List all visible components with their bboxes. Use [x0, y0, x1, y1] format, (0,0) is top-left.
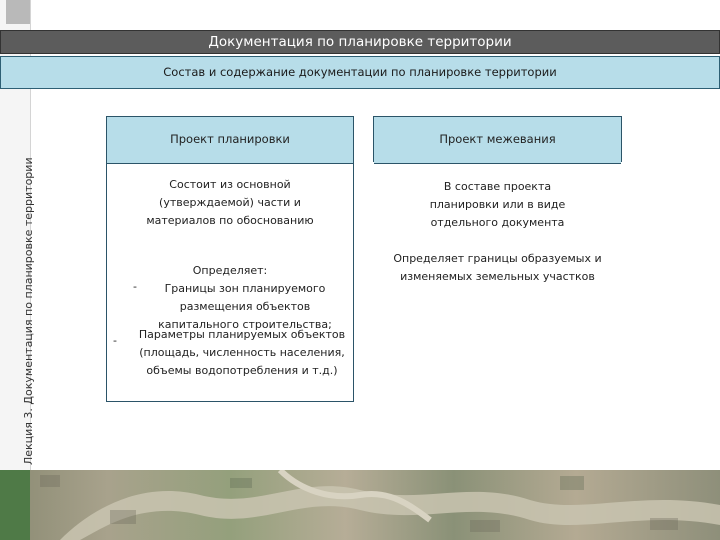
city-block — [230, 478, 252, 488]
surveying-project-box — [373, 116, 622, 162]
planning-project-defines-intro: Определяет: — [192, 264, 268, 277]
city-block — [40, 475, 60, 487]
rail-decoration — [6, 0, 30, 24]
planning-bullet-parameters — [118, 326, 366, 380]
text-line: изменяемых земельных участков — [400, 270, 595, 283]
text-line: объемы водопотребления и т.д.) — [146, 364, 338, 377]
city-block — [110, 510, 136, 524]
page-title: Документация по планировке территории — [0, 30, 720, 54]
planning-project-composition — [106, 176, 354, 230]
bullet-dash: - — [133, 280, 137, 293]
text-line: (площадь, численность населения, — [139, 346, 345, 359]
text-line: отдельного документа — [430, 216, 565, 229]
text-line: Границы зон планируемого — [164, 282, 326, 295]
city-block — [560, 476, 584, 490]
photo-green-block — [0, 470, 30, 540]
text-line: Определяет границы образуемых и — [393, 252, 602, 265]
text-line: материалов по обоснованию — [146, 214, 314, 227]
text-line: Состоит из основной — [169, 178, 291, 191]
text-line: капитального строительства; — [158, 318, 332, 331]
sidebar-lecture-label: Лекция 3. Документация по планировке территории — [22, 157, 35, 465]
text-line: (утверждаемой) части и — [159, 196, 301, 209]
surveying-project-defines — [373, 250, 622, 286]
city-block — [650, 518, 678, 530]
surveying-project-composition — [373, 178, 622, 232]
page-subtitle: Состав и содержание документации по планировке территории — [0, 56, 720, 89]
text-line: В составе проекта — [443, 180, 552, 193]
bullet-dash: - — [113, 334, 117, 347]
text-line: Параметры планируемых объектов — [138, 328, 346, 341]
surveying-project-header: Проект межевания — [374, 117, 621, 164]
text-line: размещения объектов — [179, 300, 311, 313]
city-block — [470, 520, 500, 532]
planning-project-header: Проект планировки — [107, 117, 353, 164]
aerial-photo-drawing — [0, 470, 720, 540]
aerial-city-photo — [0, 470, 720, 540]
text-line: планировки или в виде — [429, 198, 566, 211]
